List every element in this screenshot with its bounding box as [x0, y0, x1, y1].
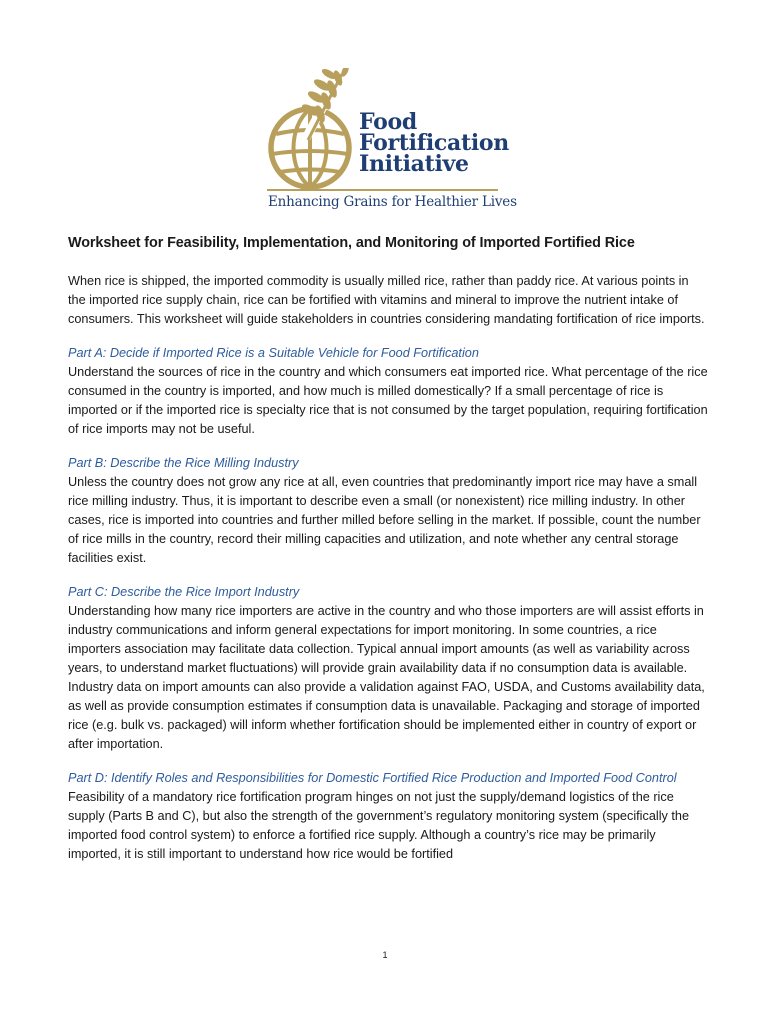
- section-part-a: [68, 344, 708, 439]
- page-number: 1: [382, 950, 388, 960]
- ffi-logo: [262, 68, 517, 216]
- section-body: Understanding how many rice importers are active in the country and who those importers are will assist efforts in industry communications and inform general expectations for import monitoring. In some countries, a rice importers association may facilitate data collection. Typical annual import amounts (as well as variability across years, to understand market fluctuations) will provide grain availability data if no consumption data is available. Industry data on import amounts can also provide a validation against FAO, USDA, and Customs availability data, as well as provide consumption estimates if consumption data is unavailable. Packaging and storage of imported rice (e.g. bulk vs. packaged) will inform whether fortification should be implemented either in country of export or after importation.: [68, 604, 705, 751]
- section-part-c: [68, 583, 708, 754]
- section-heading: Part A: Decide if Imported Rice is a Suitable Vehicle for Food Fortification: [68, 346, 479, 360]
- logo-line-2: Fortification: [359, 130, 509, 156]
- document-body: [68, 234, 708, 864]
- section-body: Feasibility of a mandatory rice fortification program hinges on not just the supply/demand logistics of the rice supply (Parts B and C), but also the strength of the government’s regulatory monitoring system (specifically the imported food control system) to enforce a fortified rice supply. Although a country’s rice may be primarily imported, it is still important to understand how rice would be fortified: [68, 790, 690, 861]
- logo-divider: [267, 189, 498, 191]
- section-heading: Part C: Describe the Rice Import Industry: [68, 585, 300, 599]
- logo-line-3: Initiative: [359, 151, 469, 177]
- document-title: Worksheet for Feasibility, Implementation, and Monitoring of Imported Fortified Rice: [68, 235, 635, 251]
- logo-tagline: Enhancing Grains for Healthier Lives: [268, 194, 517, 210]
- section-heading: Part B: Describe the Rice Milling Industry: [68, 456, 299, 470]
- section-heading: Part D: Identify Roles and Responsibilities for Domestic Fortified Rice Production and Imported Food Control: [68, 771, 677, 785]
- logo-wordmark: [359, 109, 509, 177]
- section-part-b: [68, 454, 708, 568]
- section-part-d: [68, 769, 708, 864]
- logo-line-1: Food: [359, 109, 417, 135]
- section-body: Understand the sources of rice in the country and which consumers eat imported rice. What percentage of the rice consumed in the country is imported, and how much is milled domestically? If a small percentage of rice is imported or if the imported rice is specialty rice that is not consumed by the target population, requiring fortification of rice imports may not be useful.: [68, 365, 708, 436]
- intro-paragraph: When rice is shipped, the imported commodity is usually milled rice, rather than paddy rice. At various points in the imported rice supply chain, rice can be fortified with vitamins and mineral to improve the nutrient intake of consumers. This worksheet will guide stakeholders in countries considering mandating fortification of rice imports.: [68, 274, 705, 326]
- section-body: Unless the country does not grow any rice at all, even countries that predominantly import rice may have a small rice milling industry. Thus, it is important to describe even a small (or nonexistent) rice milling industry. In other cases, rice is imported into countries and further milled before selling in the market. If possible, count the number of rice mills in the country, record their milling capacities and utilization, and note whether any central storage facilities exist.: [68, 475, 701, 565]
